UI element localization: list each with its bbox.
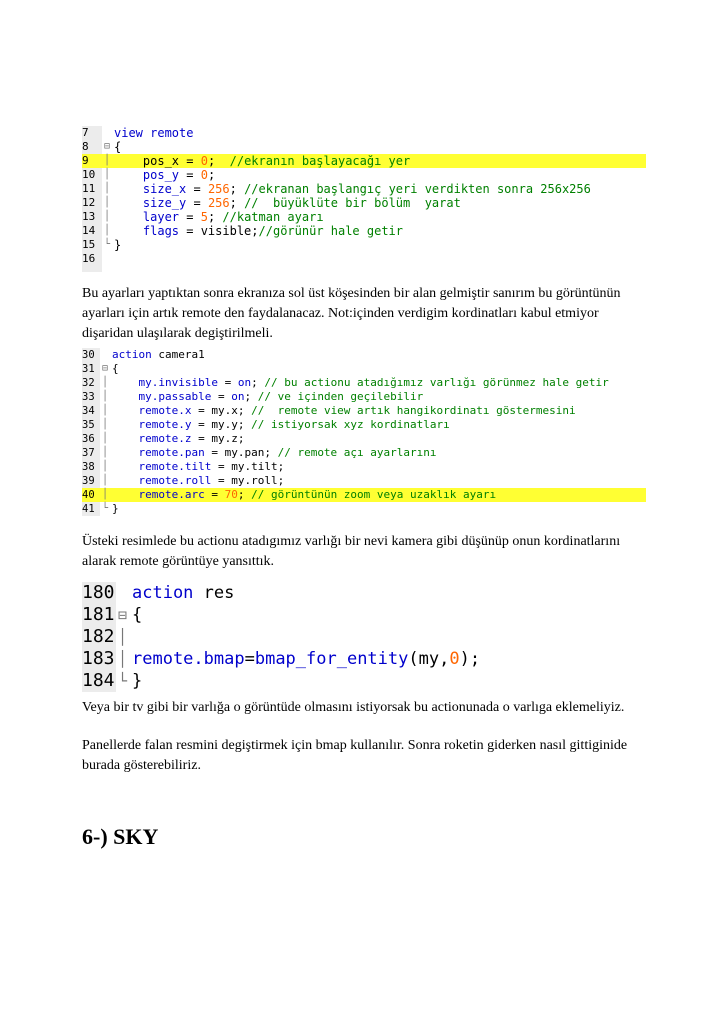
code-token: = my.x; xyxy=(191,404,252,417)
code-token: } xyxy=(112,502,119,515)
code-token: = xyxy=(244,649,255,669)
code-token: on xyxy=(237,376,252,389)
code-token: layer xyxy=(114,210,180,224)
code-token: 256 xyxy=(207,182,230,196)
code-token: = xyxy=(186,182,208,196)
code-text xyxy=(114,126,193,140)
code-text xyxy=(114,182,591,196)
line-number: 30 xyxy=(82,349,95,361)
code-token: ; xyxy=(207,168,216,182)
code-line xyxy=(82,362,646,376)
code-token: 256 xyxy=(207,196,230,210)
code-token: bmap_for_entity xyxy=(254,649,409,669)
code-line xyxy=(82,626,512,648)
code-text xyxy=(112,390,423,404)
fold-guide-icon: │ xyxy=(118,650,128,668)
code-token: // remote açı ayarlarını xyxy=(277,446,437,459)
code-line xyxy=(82,224,646,238)
fold-guide-icon: │ xyxy=(104,183,111,194)
code-line xyxy=(82,432,646,446)
code-line xyxy=(82,582,512,604)
code-line xyxy=(82,210,646,224)
fold-guide-icon: │ xyxy=(104,155,111,166)
code-line xyxy=(82,488,646,502)
code-token: size_x xyxy=(114,182,187,196)
code-token: // bu actionu atadığımız varlığı görünmez hale getir xyxy=(264,376,609,389)
paragraph-camera-explanation: Üsteki resimlede bu actionu atadıgımız varlığı bir nevi kamera gibi düşünüp onun kordinatlarını alarak remote görüntüye yansıttık. xyxy=(82,534,621,569)
code-token: ); xyxy=(459,649,481,669)
code-token: pos_y xyxy=(114,168,180,182)
line-number: 13 xyxy=(82,210,96,223)
line-number: 34 xyxy=(82,405,95,417)
code-token: //ekranan başlangıç yeri verdikten sonra 256x256 xyxy=(244,182,591,196)
code-token: 0 xyxy=(200,154,208,168)
paragraph-tv-entity: Veya bir tv gibi bir varlığa o görüntüde olmasını istiyorsak bu actionunada o varlıga eklemeliyiz. xyxy=(82,700,625,715)
code-line xyxy=(82,604,512,626)
code-token: //ekranın başlayacağı yer xyxy=(222,154,411,168)
paragraph-bmap-panels: Panellerde falan resmini degiştirmek için bmap kullanılır. Sonra roketin giderken nasıl gittiginide burada gösterebiliriz. xyxy=(82,738,628,773)
code-token: res xyxy=(193,583,235,603)
code-token: = my.z; xyxy=(191,432,245,445)
code-line xyxy=(82,502,646,516)
code-token: = xyxy=(204,488,225,501)
code-line xyxy=(82,238,646,252)
code-token: ; xyxy=(229,196,245,210)
code-token: //görünür hale getir xyxy=(258,224,404,238)
fold-guide-icon: │ xyxy=(104,169,111,180)
line-number: 31 xyxy=(82,363,95,375)
line-number: 8 xyxy=(82,140,89,153)
code-text xyxy=(114,224,403,238)
code-text xyxy=(112,474,284,488)
line-number: 36 xyxy=(82,433,95,445)
code-line xyxy=(82,154,646,168)
code-token: remote.roll xyxy=(112,474,212,487)
code-token: // görüntünün zoom veya uzaklık ayarı xyxy=(251,488,497,501)
code-token: { xyxy=(114,140,122,154)
code-text xyxy=(112,376,609,390)
code-text xyxy=(114,196,461,210)
line-number: 37 xyxy=(82,447,95,459)
code-token: ; xyxy=(229,182,245,196)
code-line xyxy=(82,390,646,404)
code-line xyxy=(82,196,646,210)
line-number: 33 xyxy=(82,391,95,403)
code-token: { xyxy=(132,605,143,625)
code-token: ; xyxy=(251,376,265,389)
line-number: 32 xyxy=(82,377,95,389)
fold-guide-icon: └ xyxy=(102,503,109,514)
fold-guide-icon: │ xyxy=(102,475,109,486)
code-text xyxy=(132,670,142,692)
code-token: //katman ayarı xyxy=(222,210,324,224)
code-token: action xyxy=(132,583,194,603)
code-line xyxy=(82,126,646,140)
code-text xyxy=(112,362,119,376)
code-line xyxy=(82,474,646,488)
fold-guide-icon: │ xyxy=(102,419,109,430)
code-token: action xyxy=(112,348,152,361)
code-token: = xyxy=(179,168,201,182)
code-token: 70 xyxy=(224,488,238,501)
code-text xyxy=(114,154,410,168)
code-token: = xyxy=(217,376,238,389)
code-token: 5 xyxy=(200,210,208,224)
code-token: ; xyxy=(244,390,258,403)
code-token: remote.x xyxy=(112,404,192,417)
code-token: my.invisible xyxy=(112,376,218,389)
line-number: 38 xyxy=(82,461,95,473)
code-text xyxy=(112,446,437,460)
code-token: = xyxy=(211,390,232,403)
code-token: // ve içinden geçilebilir xyxy=(257,390,424,403)
code-token: = my.tilt; xyxy=(211,460,285,473)
line-number: 183 xyxy=(82,648,115,669)
section-heading-sky: 6-) SKY xyxy=(82,824,159,849)
line-number: 41 xyxy=(82,503,95,515)
code-line xyxy=(82,168,646,182)
code-text xyxy=(132,582,234,604)
line-number: 40 xyxy=(82,489,95,501)
line-number: 11 xyxy=(82,182,96,195)
code-line xyxy=(82,648,512,670)
code-token: = xyxy=(179,210,201,224)
code-line xyxy=(82,376,646,390)
code-token: size_y xyxy=(114,196,187,210)
fold-guide-icon: └ xyxy=(104,239,111,250)
line-number: 9 xyxy=(82,154,89,167)
code-text xyxy=(114,140,121,154)
code-line xyxy=(82,460,646,474)
code-token: camera1 xyxy=(151,348,205,361)
line-number: 16 xyxy=(82,252,96,265)
code-line xyxy=(82,182,646,196)
code-token: remote.tilt xyxy=(112,460,212,473)
code-line xyxy=(82,140,646,154)
line-number: 182 xyxy=(82,626,115,647)
fold-guide-icon: │ xyxy=(102,447,109,458)
code-line xyxy=(82,404,646,418)
fold-guide-icon: │ xyxy=(102,391,109,402)
fold-guide-icon: └ xyxy=(118,672,128,690)
line-number: 10 xyxy=(82,168,96,181)
code-token: = my.y; xyxy=(191,418,252,431)
code-token: = my.pan; xyxy=(204,446,278,459)
paragraph-remote-settings: Bu ayarları yaptıktan sonra ekranıza sol üst köşesinden bir alan gelmiştir sanırım bu görüntünün ayarları için artık remote den faydalanacaz. Not:içinden verdigim kordinatları kabul etmiyor dişaridan ulaşılarak degiştirilmeli. xyxy=(82,286,621,341)
code-token: remote.y xyxy=(112,418,192,431)
fold-guide-icon: │ xyxy=(102,489,109,500)
code-line xyxy=(82,446,646,460)
code-text xyxy=(112,404,576,418)
code-text xyxy=(112,432,244,446)
line-number: 184 xyxy=(82,670,115,691)
line-number: 15 xyxy=(82,238,96,251)
code-token: = my.roll; xyxy=(211,474,285,487)
line-number: 180 xyxy=(82,582,115,603)
code-token: view remote xyxy=(114,126,194,140)
code-token: } xyxy=(114,238,122,252)
fold-guide-icon: │ xyxy=(118,628,128,646)
line-number: 35 xyxy=(82,419,95,431)
code-token: (my, xyxy=(408,649,450,669)
code-token: = visible; xyxy=(179,224,259,238)
code-token: remote.z xyxy=(112,432,192,445)
code-token: = xyxy=(186,196,208,210)
fold-guide-icon: │ xyxy=(102,433,109,444)
code-token: flags xyxy=(114,224,180,238)
code-screenshot-view-remote xyxy=(82,126,646,272)
fold-collapse-icon[interactable]: ⊟ xyxy=(102,363,109,374)
code-token: // istiyorsak xyz kordinatları xyxy=(251,418,450,431)
line-number: 7 xyxy=(82,126,89,139)
code-token: 0 xyxy=(200,168,208,182)
fold-guide-icon: │ xyxy=(102,377,109,388)
code-token: remote.pan xyxy=(112,446,205,459)
code-text xyxy=(114,238,121,252)
code-text xyxy=(114,210,324,224)
code-token: ; xyxy=(207,154,223,168)
code-token: remote.arc xyxy=(112,488,205,501)
code-line xyxy=(82,252,646,266)
code-text xyxy=(132,648,480,670)
code-token: 0 xyxy=(449,649,460,669)
code-text xyxy=(114,168,215,182)
code-token: // remote view artık hangikordinatı göstermesini xyxy=(251,404,576,417)
line-number: 14 xyxy=(82,224,96,237)
fold-guide-icon: │ xyxy=(102,461,109,472)
code-text xyxy=(112,488,496,502)
line-number: 39 xyxy=(82,475,95,487)
fold-guide-icon: │ xyxy=(104,225,111,236)
code-token: { xyxy=(112,362,119,375)
code-text xyxy=(112,418,450,432)
code-token: pos_x = xyxy=(114,154,201,168)
code-token: on xyxy=(231,390,245,403)
code-token: ; xyxy=(237,488,252,501)
code-token: my.passable xyxy=(112,390,212,403)
line-number: 181 xyxy=(82,604,115,625)
code-line xyxy=(82,348,646,362)
code-line xyxy=(82,418,646,432)
code-screenshot-action-camera xyxy=(82,348,646,516)
code-line xyxy=(82,670,512,692)
code-token: } xyxy=(132,671,143,691)
fold-collapse-icon[interactable]: ⊟ xyxy=(104,141,111,152)
fold-guide-icon: │ xyxy=(104,197,111,208)
code-screenshot-action-res xyxy=(82,582,512,692)
code-text xyxy=(112,502,119,516)
code-text xyxy=(132,604,142,626)
fold-collapse-icon[interactable]: ⊟ xyxy=(118,606,128,624)
fold-guide-icon: │ xyxy=(104,211,111,222)
code-text xyxy=(112,460,284,474)
code-token: ; xyxy=(207,210,223,224)
code-token: // büyüklüte bir bölüm yarat xyxy=(244,196,461,210)
code-token: remote.bmap xyxy=(132,649,245,669)
fold-guide-icon: │ xyxy=(102,405,109,416)
line-number: 12 xyxy=(82,196,96,209)
code-text xyxy=(112,348,205,362)
